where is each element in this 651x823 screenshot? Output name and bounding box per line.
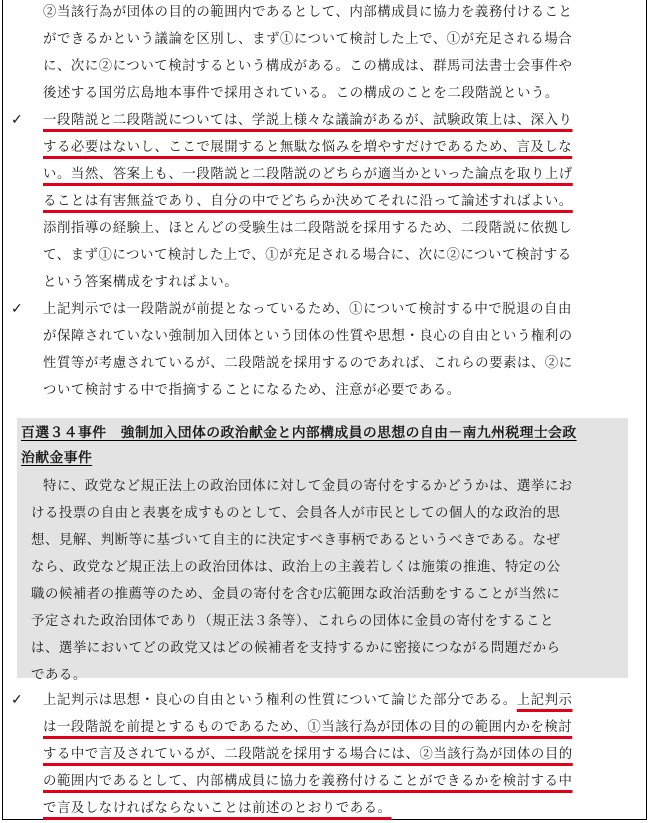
text-line: ②当該行為が団体の目的の範囲内であるとして、内部構成員に協力を義務付けること <box>43 5 573 20</box>
text-line: ける投票の自由と表裏を成すものとして、会員各人が市民としての個人的な政治的思 <box>31 506 561 521</box>
underlined-line: 一段階説と二段階説については、学説上様々な議論があるが、試験政策上は、深入り <box>43 113 573 128</box>
underlined-line: い。当然、答案上も、一段階説と二段階説のどちらが適当かといった論点を取り上げ <box>43 167 573 182</box>
text-line: は、選挙においてどの政党又はどの候補者を支持するかに密接につながる問題だから <box>31 641 561 656</box>
text-line: 上記判示では一段階説が前提となっているため、①について検討する中で脱退の自由 <box>43 302 572 317</box>
underlined-segment: 上記判示 <box>516 693 573 708</box>
text-line: ついて検討する中で指摘することになるため、注意が必要である。 <box>43 383 461 398</box>
text-line: という答案構成をすればよい。 <box>43 275 239 290</box>
check-icon: ✓ <box>11 301 23 317</box>
text-line: ができるかという議論を区別し、まず①について検討した上で、①が充足される場合 <box>43 32 573 47</box>
text-line: が保障されていない強制加入団体という団体の性質や思想・良心の自由という権利の <box>43 329 573 344</box>
text-line: 添削指導の経験上、ほとんどの受験生は二段階説を採用するため、二段階説に依拠し <box>43 221 573 236</box>
document-page <box>2 0 647 820</box>
plain-segment: 上記判示は思想・良心の自由という権利の性質について論じた部分である。 <box>43 693 517 708</box>
text-line <box>43 687 572 714</box>
underlined-line: する必要はないし、ここで展開すると無駄な悩みを増やすだけであるため、言及しな <box>43 140 573 155</box>
case-title: 百選３４事件 強制加入団体の政治献金と内部構成員の思想の自由－南九州税理士会政 <box>21 425 577 441</box>
text-line: 予定された政治団体であり（規正法３条等）、これらの団体に金員の寄付をすること <box>31 614 555 629</box>
text-line: 職の候補者の推薦等のため、金員の寄付を含む広範囲な政治活動をすることが当然に <box>31 587 561 602</box>
underlined-line: で言及しなければならないことは前述のとおりである。 <box>43 801 392 816</box>
text-line: 後述する国労広島地本事件で採用されている。この構成のことを二段階説という。 <box>43 86 559 101</box>
underlined-line: する中で言及されているが、二段階説を採用する場合には、②当該行為が団体の目的 <box>43 747 573 762</box>
text-line: 想、見解、判断等に基づいて自主的に決定すべき事柄であるというべきである。なぜ <box>31 533 561 548</box>
underlined-line: の範囲内であるとして、内部構成員に協力を義務付けることができるかを検討する中 <box>43 774 573 789</box>
underlined-line: は一段階説を前提とするものであるため、①当該行為が団体の目的の範囲内かを検討 <box>43 720 573 735</box>
text-line: 特に、政党など規正法上の政治団体に対して金員の寄付をするかどうかは、選挙にお <box>43 479 573 494</box>
text-line: に、次に②について検討するという構成がある。この構成は、群馬司法書士会事件や <box>43 59 573 74</box>
text-line: なら、政党など規正法上の政治団体は、政治上の主義若しくは施策の推進、特定の公 <box>31 560 561 575</box>
text-line: 性質等が考慮されているが、二段階説を採用するのであれば、これらの要素は、②に <box>43 356 573 371</box>
text-line: である。 <box>31 668 87 683</box>
underlined-line: ることは有害無益であり、自分の中でどちらか決めてそれに沿って論述すればよい。 <box>43 194 573 209</box>
text-line: て、まず①について検討した上で、①が充足される場合に、次に②について検討する <box>43 248 572 263</box>
check-icon: ✓ <box>11 112 23 128</box>
check-icon: ✓ <box>11 692 23 708</box>
case-title-continued: 治献金事件 <box>21 450 93 466</box>
